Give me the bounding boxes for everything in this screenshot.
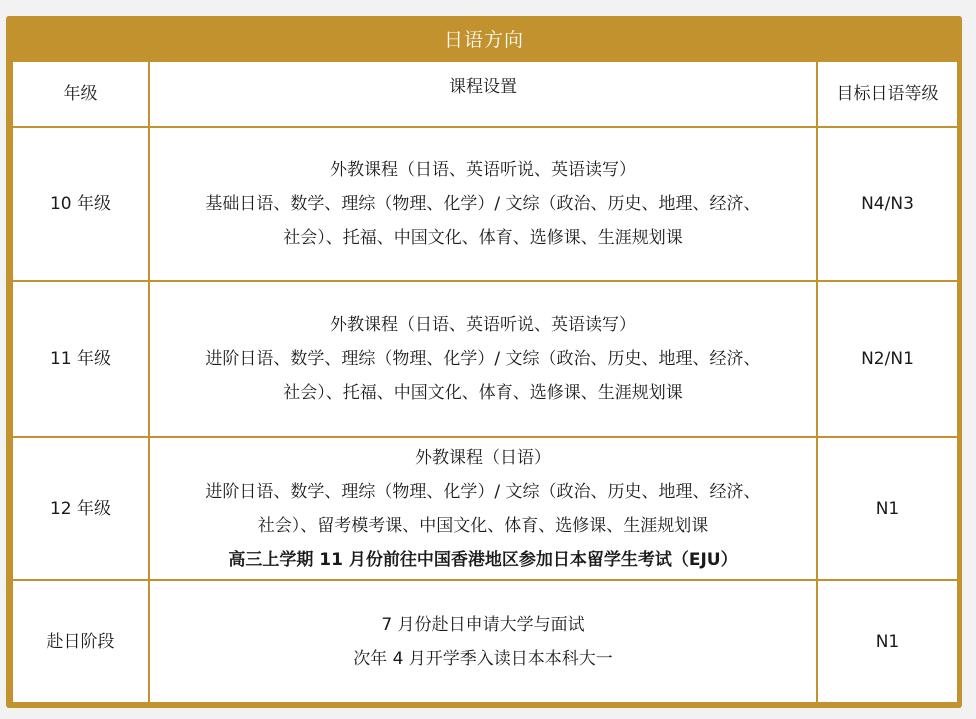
course-line: 基础日语、数学、理综（物理、化学）/ 文综（政治、历史、地理、经济、	[205, 194, 761, 214]
course-line: 外教课程（日语）	[415, 447, 551, 468]
course-line: 社会）、托福、中国文化、体育、选修课、生涯规划课	[283, 383, 683, 403]
eju-exam-note: 高三上学期 11 月份前往中国香港地区参加日本留学生考试（EJU）	[228, 549, 738, 570]
curriculum-table	[11, 60, 959, 704]
grade-cell: 12 年级	[12, 437, 149, 580]
grade-cell: 11 年级	[12, 281, 149, 437]
course-line: 外教课程（日语、英语听说、英语读写）	[330, 315, 636, 335]
header-row	[12, 61, 958, 127]
grade-cell: 10 年级	[12, 127, 149, 281]
header-grade: 年级	[12, 61, 149, 127]
level-cell: N1	[817, 580, 958, 703]
course-cell	[149, 281, 817, 437]
grade-cell: 赴日阶段	[12, 580, 149, 703]
table-row-grade-11	[12, 281, 958, 437]
course-line: 7 月份赴日申请大学与面试	[381, 614, 585, 635]
table-row-japan-stage	[12, 580, 958, 703]
table-row-grade-12	[12, 437, 958, 580]
course-line: 次年 4 月开学季入读日本本科大一	[353, 648, 613, 669]
header-courses: 课程设置	[149, 61, 817, 127]
level-cell: N1	[817, 437, 958, 580]
course-line: 进阶日语、数学、理综（物理、化学）/ 文综（政治、历史、地理、经济、	[205, 481, 761, 502]
course-cell	[149, 437, 817, 580]
table-title: 日语方向	[443, 28, 524, 51]
course-cell	[149, 127, 817, 281]
level-cell: N2/N1	[817, 281, 958, 437]
table-frame	[6, 16, 962, 708]
course-line: 外教课程（日语、英语听说、英语读写）	[330, 160, 636, 180]
header-target-level: 目标日语等级	[817, 61, 958, 127]
course-cell	[149, 580, 817, 703]
level-cell: N4/N3	[817, 127, 958, 281]
course-line: 进阶日语、数学、理综（物理、化学）/ 文综（政治、历史、地理、经济、	[205, 349, 761, 369]
course-line: 社会）、留考模考课、中国文化、体育、选修课、生涯规划课	[257, 515, 709, 536]
table-row-grade-10	[12, 127, 958, 281]
course-line: 社会）、托福、中国文化、体育、选修课、生涯规划课	[283, 228, 683, 248]
